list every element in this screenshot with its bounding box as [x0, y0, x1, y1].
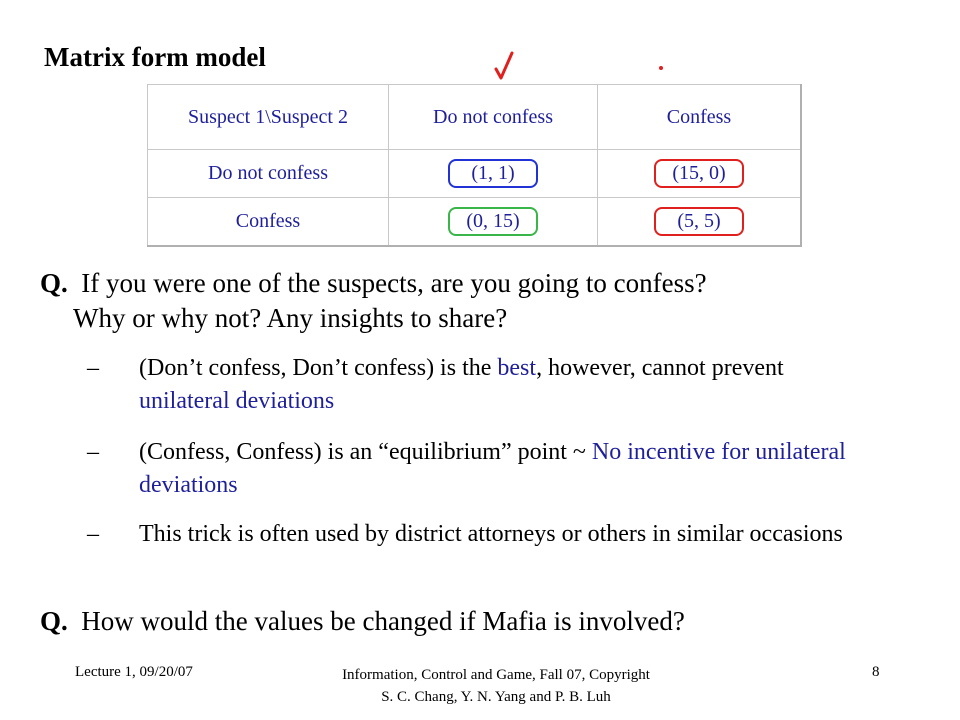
payoff-cell: [389, 198, 598, 247]
payoff-value: (1, 1): [448, 159, 538, 188]
payoff-cell: [598, 198, 802, 247]
corner-header: Suspect 1\Suspect 2: [148, 85, 389, 150]
question-prefix: Q.: [40, 268, 68, 298]
bullet-2-text-a: (Confess, Confess) is an “equilibrium” point ~: [139, 439, 592, 465]
bullet-1-text-a: (Don’t confess, Don’t confess) is the: [139, 355, 498, 381]
bullet-3: This trick is often used by district attorneys or others in similar occasions: [139, 521, 843, 547]
payoff-cell: [598, 150, 802, 198]
bullet-dash: –: [87, 355, 99, 381]
red-dot-icon: [659, 66, 663, 70]
payoff-cell: [389, 150, 598, 198]
footer-copyright-line2: S. C. Chang, Y. N. Yang and P. B. Luh: [381, 689, 611, 705]
row-header-do-not-confess: Do not confess: [148, 150, 389, 198]
bullet-2-no-incentive: No incentive for unilateral deviations: [139, 439, 846, 498]
bullet-1-best: best: [497, 355, 537, 381]
bullet-1-text-c: , however, cannot prevent: [536, 355, 784, 381]
bullet-2: [139, 436, 879, 502]
page-number: 8: [872, 664, 880, 680]
bullet-dash: –: [87, 439, 99, 465]
slide-title: Matrix form model: [44, 42, 266, 72]
bullet-1: [139, 352, 879, 418]
bullet-dash: –: [87, 521, 99, 547]
payoff-value: (0, 15): [448, 207, 538, 236]
payoff-value: (15, 0): [654, 159, 744, 188]
bullet-1-deviations: unilateral deviations: [139, 388, 335, 414]
red-check-icon: [493, 50, 515, 82]
column-header-do-not-confess: Do not confess: [389, 85, 598, 150]
row-header-confess: Confess: [148, 198, 389, 247]
footer-lecture: Lecture 1, 09/20/07: [75, 664, 193, 680]
question-prefix: Q.: [40, 606, 68, 636]
column-header-confess: Confess: [598, 85, 802, 150]
payoff-matrix: [147, 84, 802, 247]
question-1: [40, 266, 920, 336]
question-1-line1: If you were one of the suspects, are you going to confess?: [81, 268, 707, 298]
question-2: [40, 604, 940, 639]
footer-copyright-line1: Information, Control and Game, Fall 07, Copyright: [342, 667, 650, 683]
question-2-text: How would the values be changed if Mafia is involved?: [81, 606, 685, 636]
footer-copyright: [296, 664, 696, 708]
question-1-line2: Why or why not? Any insights to share?: [73, 303, 508, 333]
payoff-value: (5, 5): [654, 207, 744, 236]
